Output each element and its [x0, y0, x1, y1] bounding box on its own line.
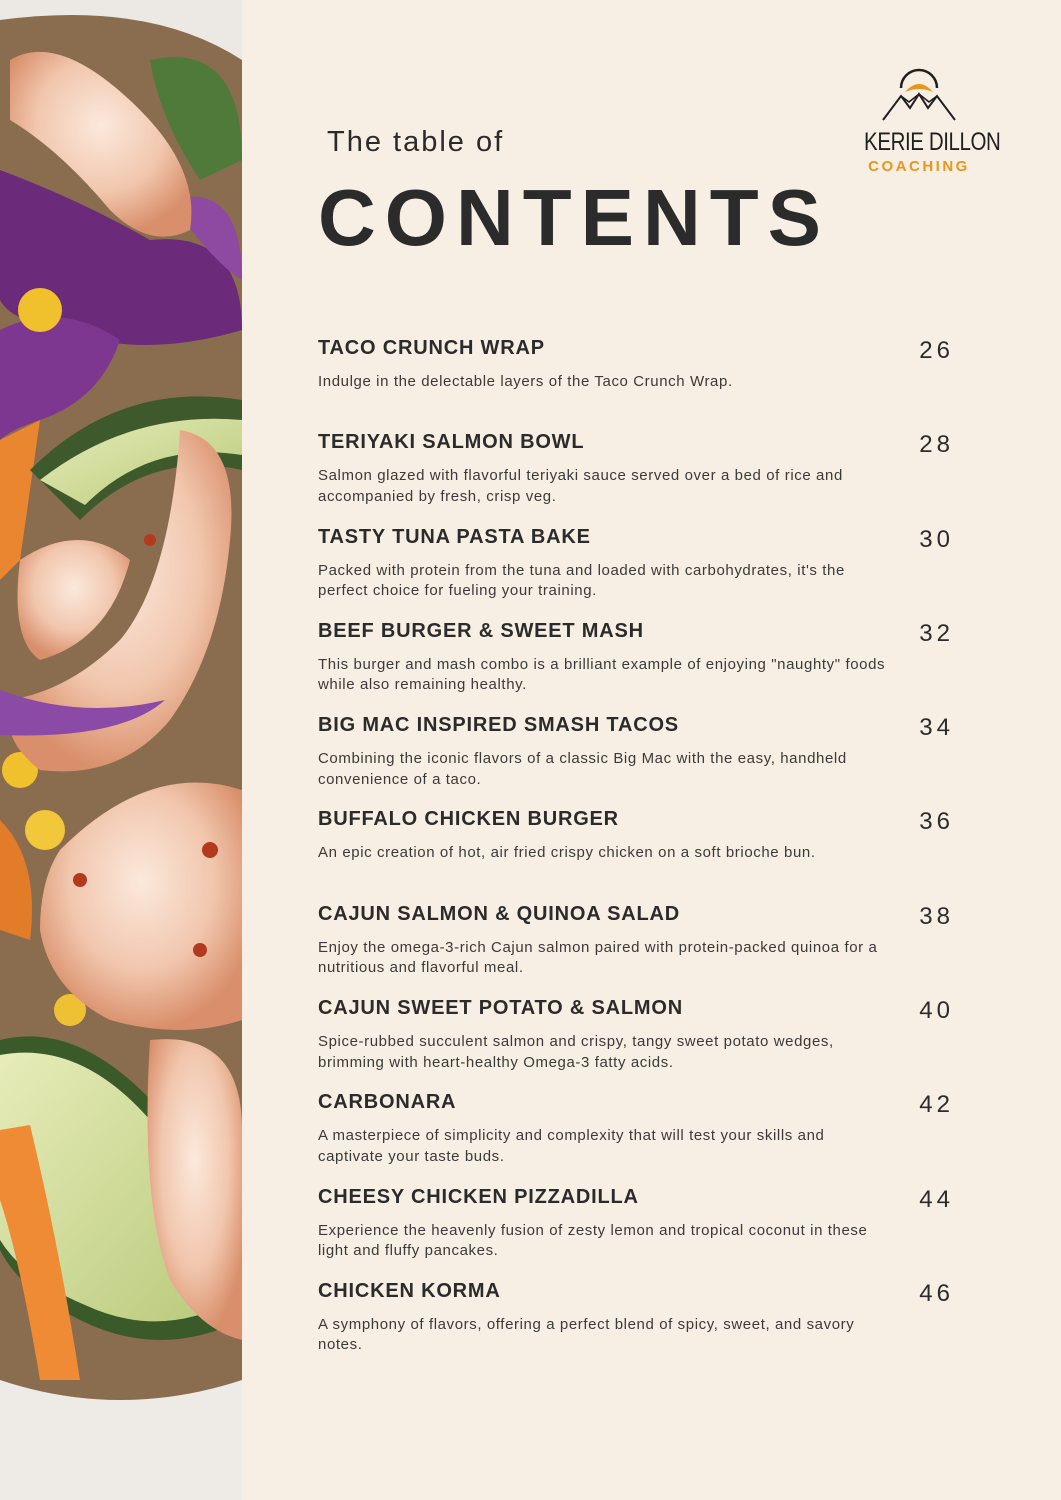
entry-page-number: 42: [919, 1091, 954, 1119]
entry-description: An epic creation of hot, air fried crispy chicken on a soft brioche bun.: [318, 844, 816, 862]
shrimp-salad-illustration: [0, 0, 242, 1500]
entry-title: BEEF BURGER & SWEET MASH: [318, 619, 644, 642]
entry-description: This burger and mash combo is a brilliant example of enjoying "naughty" foods while also remaining healthy.: [318, 655, 886, 694]
entry-page-number: 34: [919, 714, 954, 742]
entry-page-number: 32: [919, 619, 954, 647]
entry-title: CAJUN SWEET POTATO & SALMON: [318, 997, 683, 1020]
food-photo: [0, 0, 242, 1500]
entry-description: Indulge in the delectable layers of the Taco Crunch Wrap.: [318, 373, 733, 390]
toc-entry[interactable]: [318, 430, 968, 524]
entry-title: TASTY TUNA PASTA BAKE: [318, 525, 591, 548]
toc-entry[interactable]: [318, 1279, 968, 1373]
logo-name: KERIE DILLON: [864, 128, 1001, 156]
entry-title: TERIYAKI SALMON BOWL: [318, 431, 585, 454]
toc-entry[interactable]: [318, 807, 968, 901]
toc-entry[interactable]: [318, 902, 968, 996]
mountain-sun-icon: [877, 66, 961, 130]
toc-list: [318, 336, 968, 1373]
toc-entry[interactable]: [318, 619, 968, 713]
entry-description: A symphony of flavors, offering a perfect blend of spicy, sweet, and savory notes.: [318, 1315, 855, 1354]
entry-title: CARBONARA: [318, 1091, 457, 1114]
entry-page-number: 28: [919, 431, 954, 459]
entry-title: CHICKEN KORMA: [318, 1279, 501, 1302]
brand-logo: [852, 66, 1001, 186]
entry-description: Packed with protein from the tuna and loaded with carbohydrates, it's the perfect choice for fueling your training.: [318, 561, 845, 600]
logo-tagline: COACHING: [868, 158, 970, 175]
entry-page-number: 26: [919, 337, 954, 364]
entry-page-number: 46: [919, 1279, 954, 1307]
entry-title: CHEESY CHICKEN PIZZADILLA: [318, 1185, 639, 1208]
toc-entry[interactable]: [318, 1090, 968, 1184]
entry-description: A masterpiece of simplicity and complexity that will test your skills and captivate your taste buds.: [318, 1127, 825, 1165]
entry-page-number: 30: [919, 525, 954, 553]
entry-page-number: 36: [919, 808, 954, 836]
toc-entry[interactable]: [318, 713, 968, 807]
entry-page-number: 40: [919, 997, 954, 1025]
entry-page-number: 44: [919, 1185, 954, 1213]
entry-description: Combining the iconic flavors of a classic Big Mac with the easy, handheld convenience of a taco.: [318, 750, 847, 788]
entry-description: Enjoy the omega-3-rich Cajun salmon paired with protein-packed quinoa for a nutritious and flavorful meal.: [318, 938, 878, 977]
entry-description: Salmon glazed with flavorful teriyaki sauce served over a bed of rice and accompanied by fresh, crisp veg.: [318, 467, 843, 505]
entry-description: Experience the heavenly fusion of zesty lemon and tropical coconut in these light and fluffy pancakes.: [318, 1221, 868, 1260]
toc-entry[interactable]: [318, 996, 968, 1090]
toc-subtitle: The table of: [327, 126, 505, 158]
entry-title: BIG MAC INSPIRED SMASH TACOS: [318, 714, 679, 737]
entry-title: BUFFALO CHICKEN BURGER: [318, 808, 619, 831]
entry-title: CAJUN SALMON & QUINOA SALAD: [318, 902, 680, 925]
toc-entry[interactable]: [318, 1185, 968, 1279]
toc-title: CONTENTS: [318, 173, 830, 262]
entry-description: Spice-rubbed succulent salmon and crispy, tangy sweet potato wedges, brimming with heart-healthy Omega-3 fatty acids.: [318, 1033, 834, 1071]
entry-page-number: 38: [919, 902, 954, 930]
toc-entry[interactable]: [318, 336, 968, 430]
toc-entry[interactable]: [318, 525, 968, 619]
entry-title: TACO CRUNCH WRAP: [318, 337, 545, 359]
